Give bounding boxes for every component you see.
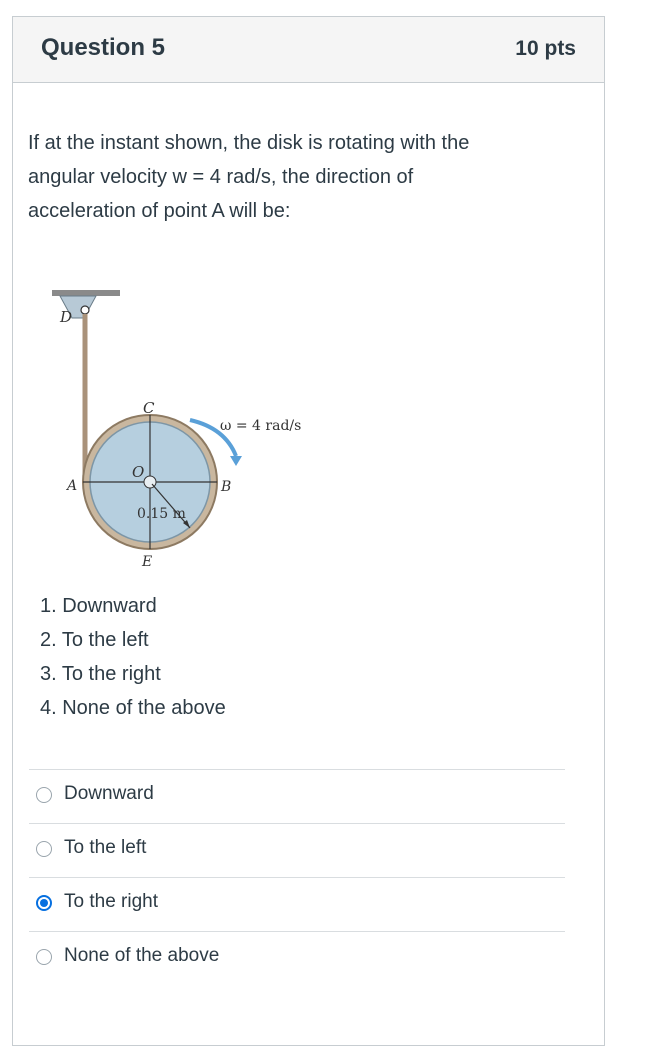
question-header xyxy=(13,17,604,83)
label-e: E xyxy=(142,554,153,570)
ceiling-support xyxy=(52,290,120,296)
label-d: D xyxy=(60,308,73,326)
disk-diagram xyxy=(40,270,330,580)
answer-label[interactable]: To the left xyxy=(64,837,147,858)
answer-label[interactable]: Downward xyxy=(64,783,154,804)
list-item: 1. Downward xyxy=(40,595,157,617)
answer-label[interactable]: To the right xyxy=(64,891,158,912)
label-radius: 0.15 m xyxy=(137,506,186,522)
radio-button[interactable] xyxy=(36,895,52,911)
radio-button[interactable] xyxy=(36,841,52,857)
list-item: 4. None of the above xyxy=(40,697,226,719)
list-item: 2. To the left xyxy=(40,629,149,651)
answer-options xyxy=(29,769,565,985)
pin-d xyxy=(81,306,89,314)
question-title: Question 5 xyxy=(41,34,166,61)
answer-option-to-the-right[interactable] xyxy=(29,877,565,931)
question-prompt xyxy=(28,126,558,228)
answer-option-none-of-the-above[interactable] xyxy=(29,931,565,985)
answer-option-downward[interactable] xyxy=(29,769,565,823)
choices-list xyxy=(40,589,226,725)
question-points: 10 pts xyxy=(515,37,576,60)
omega-arrowhead xyxy=(230,456,242,466)
disk-diagram-svg xyxy=(40,270,330,580)
label-a: A xyxy=(67,478,78,494)
label-c: C xyxy=(143,399,155,417)
prompt-line: angular velocity w = 4 rad/s, the direction of xyxy=(28,166,414,188)
prompt-line: acceleration of point A will be: xyxy=(28,200,291,222)
answer-label[interactable]: None of the above xyxy=(64,945,220,966)
label-omega: ω = 4 rad/s xyxy=(220,418,302,434)
list-item: 3. To the right xyxy=(40,663,161,685)
label-b: B xyxy=(221,479,232,495)
prompt-line: If at the instant shown, the disk is rotating with the xyxy=(28,132,470,154)
radio-button[interactable] xyxy=(36,787,52,803)
radio-button[interactable] xyxy=(36,949,52,965)
answer-option-to-the-left[interactable] xyxy=(29,823,565,877)
label-o: O xyxy=(132,463,145,481)
